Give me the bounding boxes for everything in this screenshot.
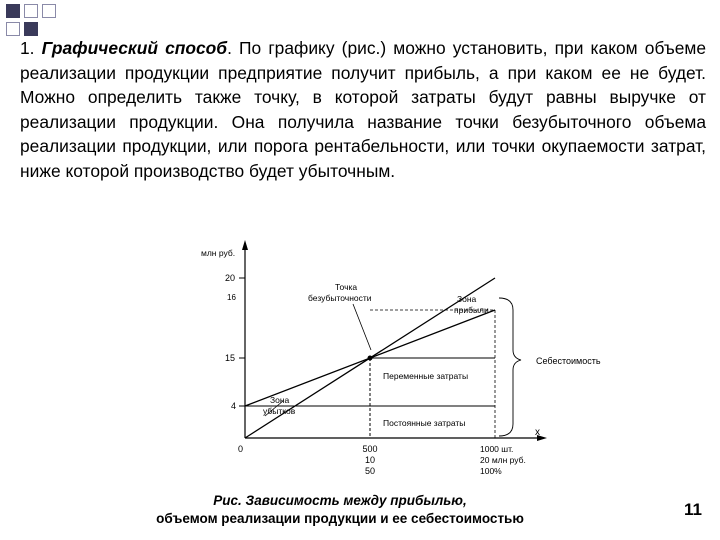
- decor-square-4: [6, 22, 20, 36]
- y-tick-label-20: 20: [225, 273, 236, 283]
- origin-label: 0: [238, 444, 244, 454]
- x-tick-10: 10: [364, 455, 376, 465]
- x-end-100: 100%: [480, 466, 502, 476]
- y-axis-label: млн руб.: [201, 248, 236, 258]
- break-even-pointer: [353, 304, 371, 350]
- break-even-point: [368, 356, 373, 361]
- y-tick-label-16: 16: [227, 293, 236, 302]
- body-paragraph: [20, 36, 706, 183]
- x-axis-label: х: [535, 427, 540, 438]
- decor-square-3: [42, 4, 56, 18]
- break-even-label-line2: безубыточности: [308, 293, 372, 303]
- profit-zone-label-line1: Зона: [457, 294, 477, 304]
- caption-line-1: Рис. Зависимость между прибылью,: [213, 493, 467, 508]
- loss-zone-label-line2: убытков: [263, 406, 296, 416]
- x-end-1000: 1000 шт.: [480, 444, 514, 454]
- page-number: 11: [684, 500, 702, 519]
- decor-square-1: [6, 4, 20, 18]
- paragraph-emphasis: Графический способ: [41, 38, 228, 58]
- x-end-20: 20 млн руб.: [480, 455, 526, 465]
- x-tick-50: 50: [364, 466, 376, 476]
- variable-costs-label: Переменные затраты: [383, 371, 469, 381]
- cost-brace: [499, 298, 521, 436]
- fixed-costs-label: Постоянные затраты: [383, 418, 466, 428]
- cost-brace-label: Себестоимость: [536, 356, 601, 366]
- y-tick-label-15: 15: [225, 353, 236, 363]
- decor-square-5: [24, 22, 38, 36]
- decor-square-2: [24, 4, 38, 18]
- x-tick-500: 500: [362, 444, 378, 454]
- loss-zone-label-line1: Зона: [270, 395, 290, 405]
- profit-zone-label-line2: прибыли: [454, 305, 489, 315]
- paragraph-text: . По графику (рис.) можно установить, при каком объеме реализации продукции предприятие получит прибыль, а при каком ее не будет. Можно определить также точку, в которой затраты будут равны выручке от реализации продукции. Она получила название точки безубыточного объема реализации продукции, или порога рентабельности, или точки окупаемости затрат, ниже которой производство будет убыточным.: [20, 38, 706, 181]
- y-axis-arrow: [242, 240, 248, 250]
- break-even-chart: [195, 238, 665, 493]
- caption-line-2: объемом реализации продукции и ее себестоимостью: [156, 511, 524, 526]
- y-tick-label-4: 4: [231, 401, 237, 411]
- paragraph-lead: 1.: [20, 38, 42, 58]
- break-even-label-line1: Точка: [335, 282, 358, 292]
- figure-caption: [110, 492, 570, 528]
